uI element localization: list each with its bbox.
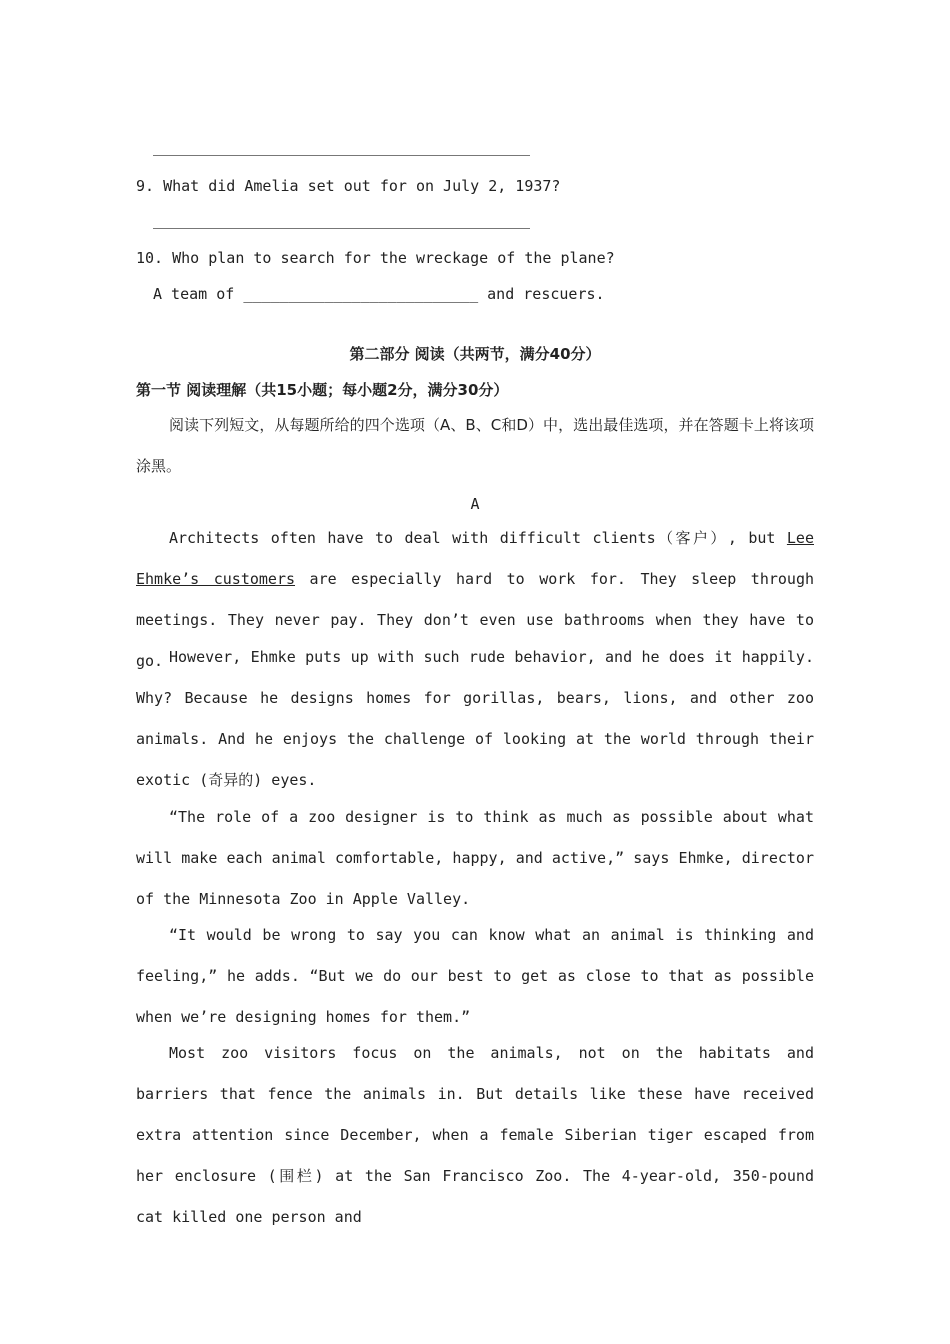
passage-paragraph-4: “It would be wrong to say you can know what an animal is thinking and feeling,” he adds. “But we do our best to get as close to that as possible when we’re designing homes for them.” bbox=[136, 926, 814, 1026]
passage-paragraph-3: “The role of a zoo designer is to think as much as possible about what will make each animal comfortable, happy, and active,” says Ehmke, director of the Minnesota Zoo in Apple Valley. bbox=[136, 808, 814, 908]
q10-blank: __________________________ bbox=[243, 285, 479, 303]
answer-line-8 bbox=[153, 155, 530, 156]
p1-underlined: Lee Ehmke’s customers bbox=[136, 529, 814, 588]
section1-title: 第一节 阅读理解（共15小题；每小题2分，满分30分） bbox=[136, 381, 509, 399]
answer-line-9 bbox=[153, 228, 530, 229]
p1-after: are especially hard to work for. They sleep through meetings. They never pay. They don’t even use bathrooms when they have to go. bbox=[136, 570, 815, 670]
passage-paragraph-2: However, Ehmke puts up with such rude behavior, and he does it happily. Why? Because he designs homes for gorillas, bears, lions, and other zoo animals. And he enjoys the challenge of looking at the world through their exotic (奇异的) eyes. bbox=[136, 648, 814, 789]
part2-title: 第二部分 阅读（共两节，满分40分） bbox=[349, 345, 601, 363]
question-10: 10. Who plan to search for the wreckage of the plane? bbox=[136, 249, 615, 267]
instruction: 阅读下列短文，从每题所给的四个选项（A、B、C和D）中，选出最佳选项，并在答题卡上将该项涂黑。 bbox=[136, 416, 814, 475]
passage-paragraph-5: Most zoo visitors focus on the animals, not on the habitats and barriers that fence the animals in. But details like these have received extra attention since December, when a female Siberian tiger escaped from her enclosure (围栏) at the San Francisco Zoo. The 4-year-old, 350-pound cat killed one person and bbox=[136, 1044, 814, 1226]
passage-label: A bbox=[470, 495, 480, 513]
q10-suffix: and rescuers. bbox=[487, 285, 605, 303]
question-9: 9. What did Amelia set out for on July 2, 1937? bbox=[136, 177, 561, 195]
q10-prefix: A team of bbox=[153, 285, 235, 303]
p1-before: Architects often have to deal with difficult clients（客户）, but bbox=[169, 529, 776, 547]
question-10-fill bbox=[153, 284, 605, 304]
